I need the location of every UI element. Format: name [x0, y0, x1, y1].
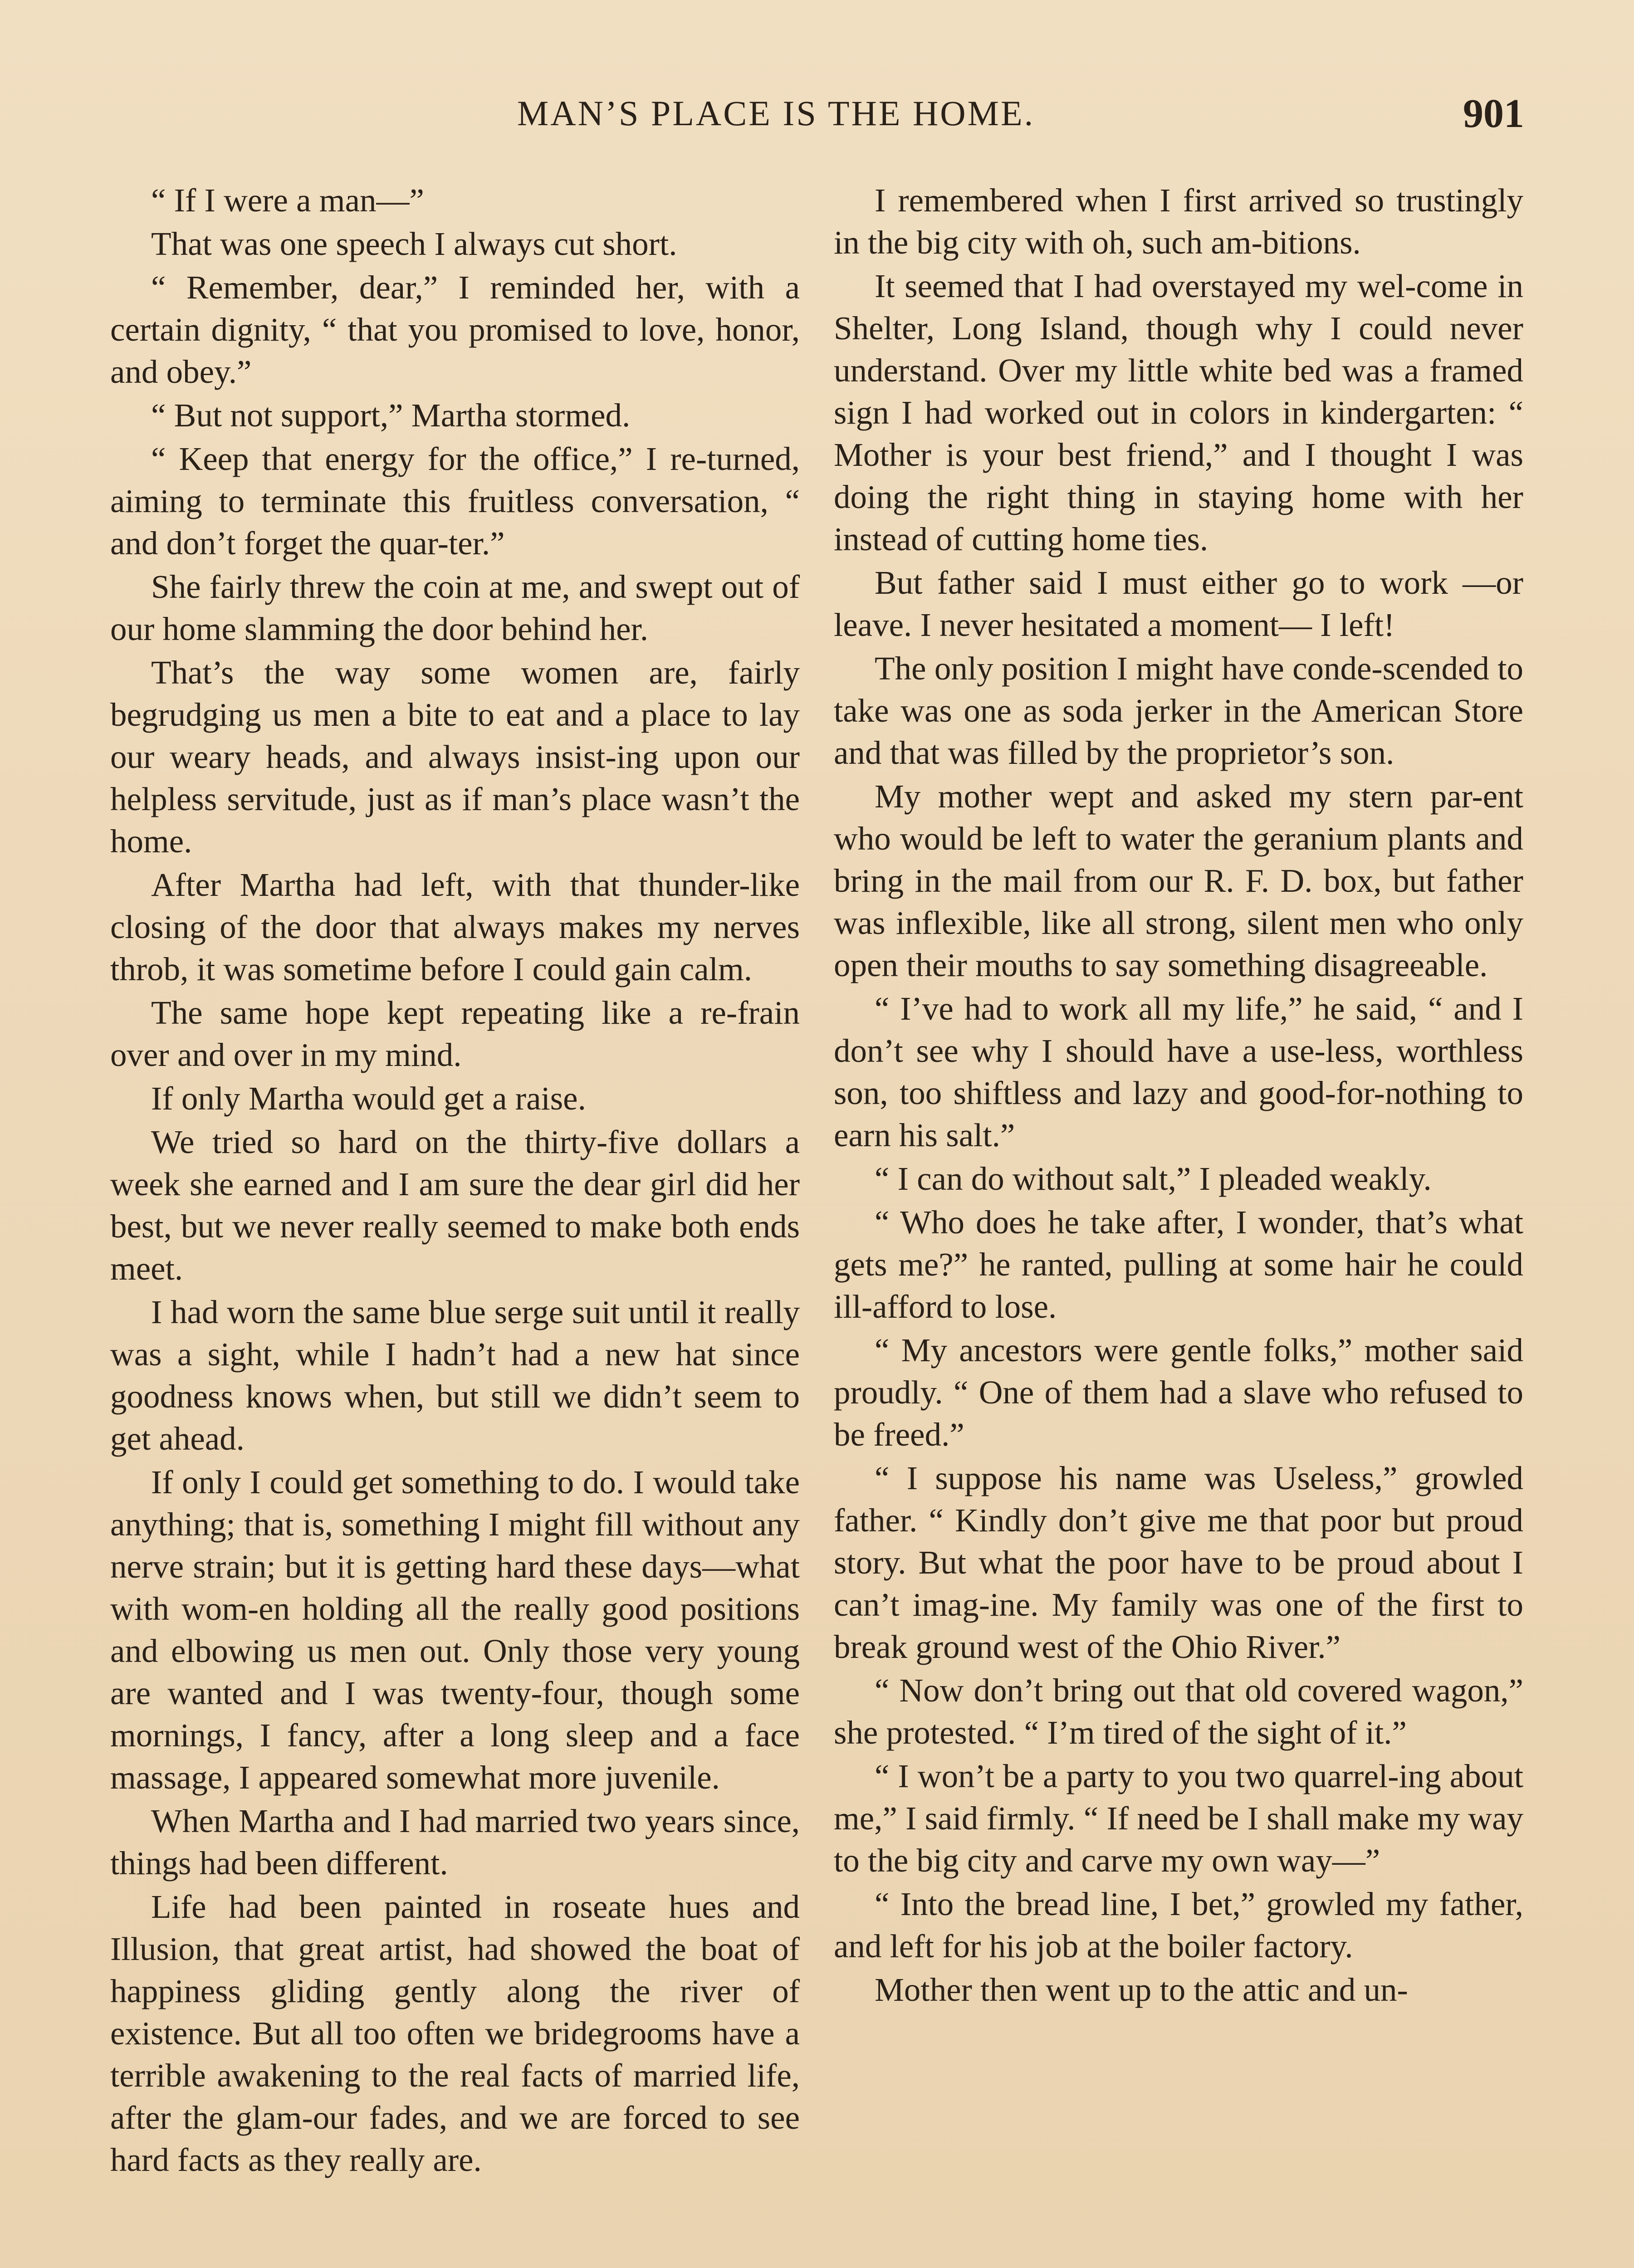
paragraph: If only Martha would get a raise. [151, 1080, 586, 1117]
paragraph: That was one speech I always cut short. [151, 225, 677, 262]
paragraph: But father said I must either go to work —or leave. I never hesitated a moment— I left! [834, 564, 1523, 643]
paragraph: The same hope kept repeating like a re-frain over and over in my mind. [110, 994, 800, 1073]
paragraph: “ I can do without salt,” I pleaded weakly. [875, 1160, 1432, 1197]
paragraph: When Martha and I had married two years since, things had been different. [110, 1803, 800, 1882]
paragraph: Mother then went up to the attic and un- [875, 1971, 1408, 2008]
paragraph: I remembered when I first arrived so trustingly in the big city with oh, such am-bitions. [834, 182, 1523, 261]
paragraph: “ I won’t be a party to you two quarrel-ing about me,” I said firmly. “ If need be I shall make my way to the big city and carve my own way—” [834, 1758, 1523, 1879]
paragraph: Life had been painted in roseate hues and Illusion, that great artist, had showed the boat of happiness gliding gently along the river of existence. But all too often we bridegrooms have a terrible awakening to the real facts of married life, after the glam-our fades, and we are forced to see hard facts as they really are. [110, 1888, 800, 2178]
paragraph: “ I’ve had to work all my life,” he said, “ and I don’t see why I should have a use-less, worthless son, too shiftless and lazy and good-for-nothing to earn his salt.” [834, 990, 1523, 1154]
paragraph: “ Remember, dear,” I reminded her, with a certain dignity, “ that you promised to love, honor, and obey.” [110, 269, 800, 390]
paragraph: That’s the way some women are, fairly begrudging us men a bite to eat and a place to lay our weary heads, and always insist-ing upon our helpless servitude, just as if man’s place wasn’t the home. [110, 654, 800, 860]
page-header [109, 93, 1524, 143]
paragraph: After Martha had left, with that thunder-like closing of the door that always makes my nerves throb, it was sometime before I could gain calm. [110, 866, 800, 987]
paragraph: “ If I were a man—” [151, 182, 424, 219]
right-column [834, 179, 1523, 2011]
left-column [110, 179, 800, 2181]
paragraph: If only I could get something to do. I would take anything; that is, something I might fill without any nerve strain; but it is getting hard these days—what with wom-en holding all the really good positions and elbowing us men out. Only those very young are wanted and I was twenty-four, though some mornings, I fancy, after a long sleep and a face massage, I appeared somewhat more juvenile. [110, 1464, 800, 1796]
paragraph: “ I suppose his name was Useless,” growled father. “ Kindly don’t give me that poor but proud story. But what the poor have to be proud about I can’t imag-ine. My family was one of the first to break ground west of the Ohio River.” [834, 1460, 1523, 1665]
paragraph: “ Into the bread line, I bet,” growled my father, and left for his job at the boiler factory. [834, 1886, 1523, 1965]
paragraph: “ But not support,” Martha stormed. [151, 397, 631, 434]
paragraph: “ My ancestors were gentle folks,” mother said proudly. “ One of them had a slave who refused to be freed.” [834, 1332, 1523, 1453]
paragraph: We tried so hard on the thirty-five dollars a week she earned and I am sure the dear girl did her best, but we never really seemed to make both ends meet. [110, 1124, 800, 1287]
paragraph: “ Now don’t bring out that old covered wagon,” she protested. “ I’m tired of the sight of it.” [834, 1672, 1523, 1751]
paragraph: She fairly threw the coin at me, and swept out of our home slamming the door behind her. [110, 568, 800, 647]
page-number: 901 [1463, 91, 1524, 136]
paragraph: “ Who does he take after, I wonder, that’s what gets me?” he ranted, pulling at some hair he could ill-afford to lose. [834, 1204, 1523, 1325]
paragraph: My mother wept and asked my stern par-ent who would be left to water the geranium plants and bring in the mail from our R. F. D. box, but father was inflexible, like all strong, silent men who only open their mouths to say something disagreeable. [834, 778, 1523, 983]
running-head-title: MAN’S PLACE IS THE HOME. [517, 93, 1035, 133]
paragraph: The only position I might have conde-scended to take was one as soda jerker in the American Store and that was filled by the proprietor’s son. [834, 650, 1523, 771]
paragraph: It seemed that I had overstayed my wel-come in Shelter, Long Island, though why I could never understand. Over my little white bed was a framed sign I had worked out in colors in kindergarten: “ Mother is your best friend,” and I thought I was doing the right thing in staying home with her instead of cutting home ties. [834, 268, 1523, 557]
paragraph: “ Keep that energy for the office,” I re-turned, aiming to terminate this fruitless conversation, “ and don’t forget the quar-ter.” [110, 440, 800, 562]
paragraph: I had worn the same blue serge suit until it really was a sight, while I hadn’t had a new hat since goodness knows when, but still we didn’t seem to get ahead. [110, 1294, 800, 1457]
